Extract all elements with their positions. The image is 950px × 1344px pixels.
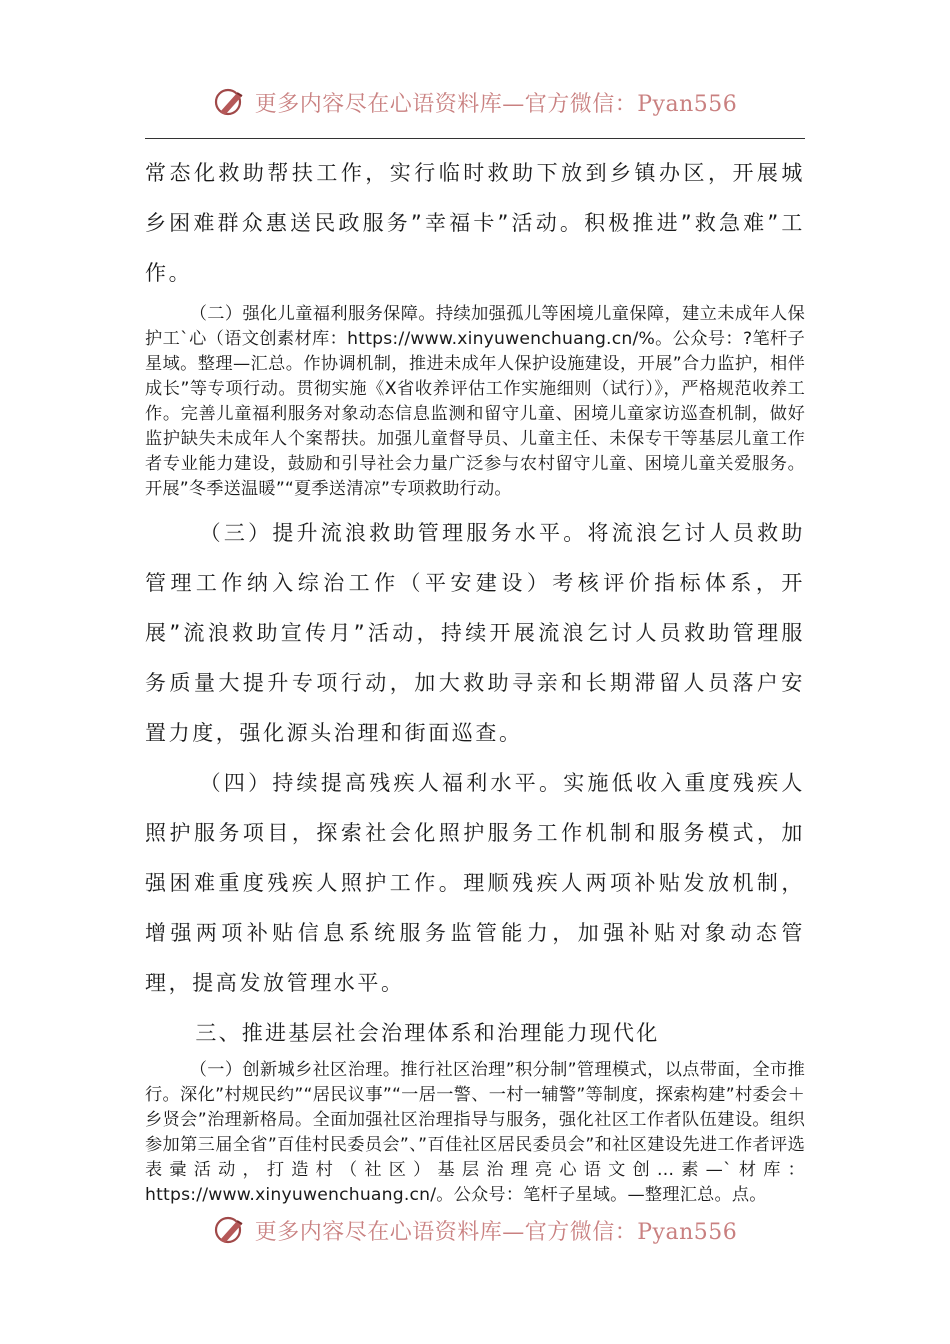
pen-logo-icon (213, 1213, 247, 1247)
banner-text: 更多内容尽在心语资料库—官方微信：Pyan556 (254, 91, 738, 117)
document-body (145, 148, 805, 1208)
paragraph-community-governance: （一）创新城乡社区治理。推行社区治理”积分制”管理模式，以点带面，全市推行。深化”村规民约”“居民议事”“一居一警、一村一辅警”等制度，探索构建”村委会＋乡贤会”治理新格局。全面加强社区治理指导与服务，强化社区工作者队伍建设。组织参加第三届全省”百佳村民委员会”、”百佳社区居民委员会”和社区建设先进工作者评选表彚活动，打造村（社区）基层治理亮心语文创…素—`材库：https://www.xinyuwenchuang.cn/。公众号：笔杆子星域。—整理汇总。点。 (145, 1060, 805, 1205)
paragraph-disability-welfare: （四）持续提高残疾人福利水平。实施低收入重度残疾人照护服务项目，探索社会化照护服务工作机制和服务模式，加强困难重度残疾人照护工作。理顺残疾人两项补贴发放机制，增强两项补贴信息系统服务监管能力，加强补贴对象动态管理，提高发放管理水平。 (145, 771, 805, 995)
header-banner (0, 80, 950, 124)
header-divider (145, 138, 805, 139)
section-heading-3: 三、推进基层社会治理体系和治理能力现代化 (195, 1021, 660, 1045)
paragraph-continuation: 常态化救助帮扶工作，实行临时救助下放到乡镇办区，开展城乡困难群众惠送民政服务”幸福卡”活动。积极推进”救急难”工作。 (145, 161, 805, 285)
pen-logo-icon (213, 85, 247, 119)
banner-text: 更多内容尽在心语资料库—官方微信：Pyan556 (254, 1219, 738, 1245)
footer-banner (0, 1208, 950, 1252)
paragraph-children-welfare: （二）强化儿童福利服务保障。持续加强孤儿等困境儿童保障，建立未成年人保护工`心（语文创素材库：https://www.xinyuwenchuang.cn/%。公众号：?笔杆子星域。整理—汇总。作协调机制，推进未成年人保护设施建设，开展”合力监护，相伴成长”等专项行动。贯彻实施《X省收养评估工作实施细则（试行）》，严格规范收养工作。完善儿童福利服务对象动态信息监测和留守儿童、困境儿童家访巡查机制，做好监护缺失未成年人个案帮扶。加强儿童督导员、儿童主任、未保专干等基层儿童工作者专业能力建设，鼓励和引导社会力量广泛参与农村留守儿童、困境儿童关爱服务。开展”冬季送温暖”“夏季送清凉”专项救助行动。 (145, 304, 805, 499)
paragraph-vagrant-assistance: （三）提升流浪救助管理服务水平。将流浪乞讨人员救助管理工作纳入综治工作（平安建设）考核评价指标体系，开展”流浪救助宣传月”活动，持续开展流浪乞讨人员救助管理服务质量大提升专项行动，加大救助寻亲和长期滞留人员落户安置力度，强化源头治理和街面巡查。 (145, 521, 805, 745)
